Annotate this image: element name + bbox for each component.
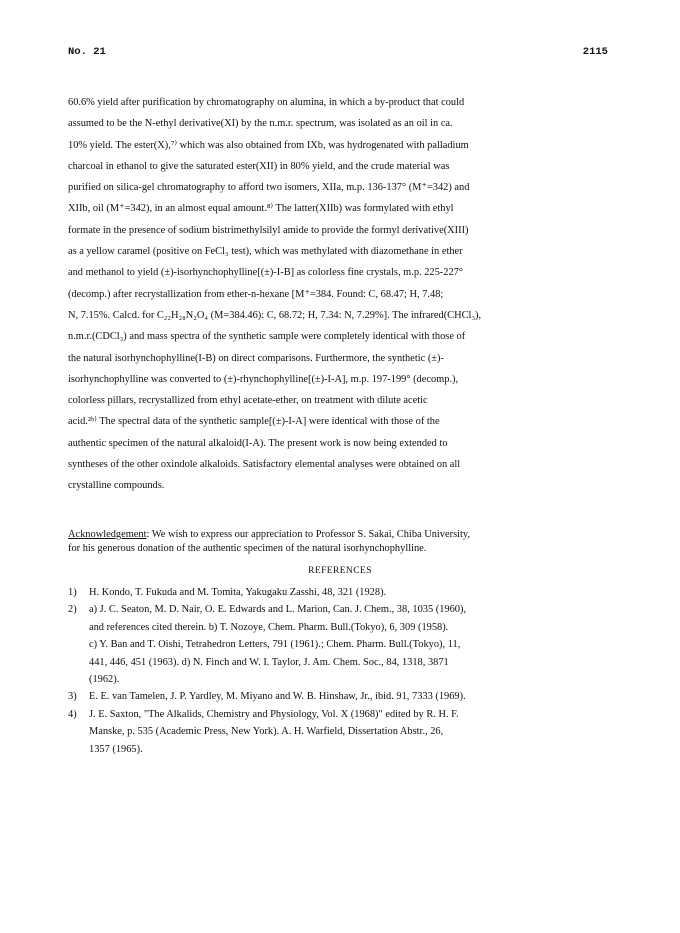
body-line: charcoal in ethanol to give the saturated ester(XII) in 80% yield, and the crude material was [68,160,450,172]
body-line: and methanol to yield (±)-isorhynchophylline[(±)-I-B] as colorless fine crystals, m.p. 225-227° [68,267,464,279]
body-line: the natural isorhynchophylline(I-B) on direct comparisons. Furthermore, the synthetic (±)- [68,352,444,364]
body-line: XIIb, oil (M⁺=342), in an almost equal amount.⁸⁾ The latter(XIIb) was formylated with ethyl [68,203,454,215]
reference-number: 4) [68,708,77,720]
body-line: 10% yield. The ester(X),⁷⁾ which was also obtained from IXb, was hydrogenated with palladium [68,139,469,151]
body-line: as a yellow caramel (positive on FeCl₃ test), which was methylated with diazomethane in ether [68,246,463,258]
page-number: 2115 [582,46,608,58]
body-paragraph [68,92,616,497]
body-line: syntheses of the other oxindole alkaloids. Satisfactory elemental analyses were obtained on all [68,459,461,471]
reference-number: 2) [68,604,77,616]
reference-line: and references cited therein. b) T. Nozoye, Chem. Pharm. Bull.(Tokyo), 6, 309 (1958). [89,621,449,633]
body-line: acid.²ᵇ⁾ The spectral data of the synthetic sample[(±)-I-A] were identical with those of the [68,416,440,428]
reference-line: 441, 446, 451 (1963). d) N. Finch and W. I. Taylor, J. Am. Chem. Soc., 84, 1318, 3871 [89,656,449,668]
acknowledgement-text: : We wish to express our appreciation to Professor S. Sakai, Chiba University, [146,529,471,540]
acknowledgement [68,528,616,555]
reference-number: 3) [68,691,77,703]
body-line: N, 7.15%. Calcd. for C₂₂H₂₈N₂O₄ (M=384.46): C, 68.72; H, 7.34: N, 7.29%]. The infrared(CHCl₃), [68,309,482,321]
reference-line: (1962). [89,673,120,685]
references-list [68,584,628,758]
acknowledgement-line: for his generous donation of the authentic specimen of the natural isorhynchophylline. [68,542,427,554]
journal-issue-number: No. 21 [68,46,106,58]
body-line: colorless pillars, recrystallized from ethyl acetate-ether, on treatment with dilute acetic [68,395,428,407]
reference-line: Manske, p. 535 (Academic Press, New York). A. H. Warfield, Dissertation Abstr., 26, [89,726,444,738]
reference-item [68,584,628,601]
body-line: assumed to be the N-ethyl derivative(XI) by the n.m.r. spectrum, was isolated as an oil in ca. [68,118,453,130]
body-line: n.m.r.(CDCl₃) and mass spectra of the synthetic sample were completely identical with those of [68,331,466,343]
body-line: formate in the presence of sodium bistrimethylsilyl amide to provide the formyl derivative(XIII) [68,224,469,236]
references-heading: REFERENCES [308,566,372,576]
reference-item [68,688,628,705]
body-line: (decomp.) after recrystallization from ether-n-hexane [M⁺=384. Found: C, 68.47; H, 7.48; [68,288,444,300]
body-line: crystalline compounds. [68,480,165,492]
acknowledgement-label: Acknowledgement [68,529,147,540]
body-line: isorhynchophylline was converted to (±)-rhynchophylline[(±)-I-A], m.p. 197-199° (decomp.), [68,373,459,385]
reference-item [68,706,628,758]
reference-line: J. E. Saxton, "The Alkalids, Chemistry and Physiology, Vol. X (1968)" edited by R. H. F. [89,708,459,720]
body-line: 60.6% yield after purification by chromatography on alumina, in which a by-product that could [68,97,465,108]
reference-item [68,601,628,688]
body-line: authentic specimen of the natural alkaloid(I-A). The present work is now being extended to [68,437,448,449]
reference-line: H. Kondo, T. Fukuda and M. Tomita, Yakugaku Zasshi, 48, 321 (1928). [89,587,387,598]
body-line: purified on silica-gel chromatography to afford two isomers, XIIa, m.p. 136-137° (M⁺=342) and [68,182,470,194]
reference-line: 1357 (1965). [89,743,143,755]
page-header [68,46,608,62]
reference-line: E. E. van Tamelen, J. P. Yardley, M. Miyano and W. B. Hinshaw, Jr., ibid. 91, 7333 (1969). [89,691,466,703]
reference-line: c) Y. Ban and T. Oishi, Tetrahedron Letters, 791 (1961).; Chem. Pharm. Bull.(Tokyo), 11, [89,639,461,651]
reference-line: a) J. C. Seaton, M. D. Nair, O. E. Edwards and L. Marion, Can. J. Chem., 38, 1035 (1960), [89,604,467,616]
reference-number: 1) [68,587,77,598]
acknowledgement-line [68,528,616,542]
